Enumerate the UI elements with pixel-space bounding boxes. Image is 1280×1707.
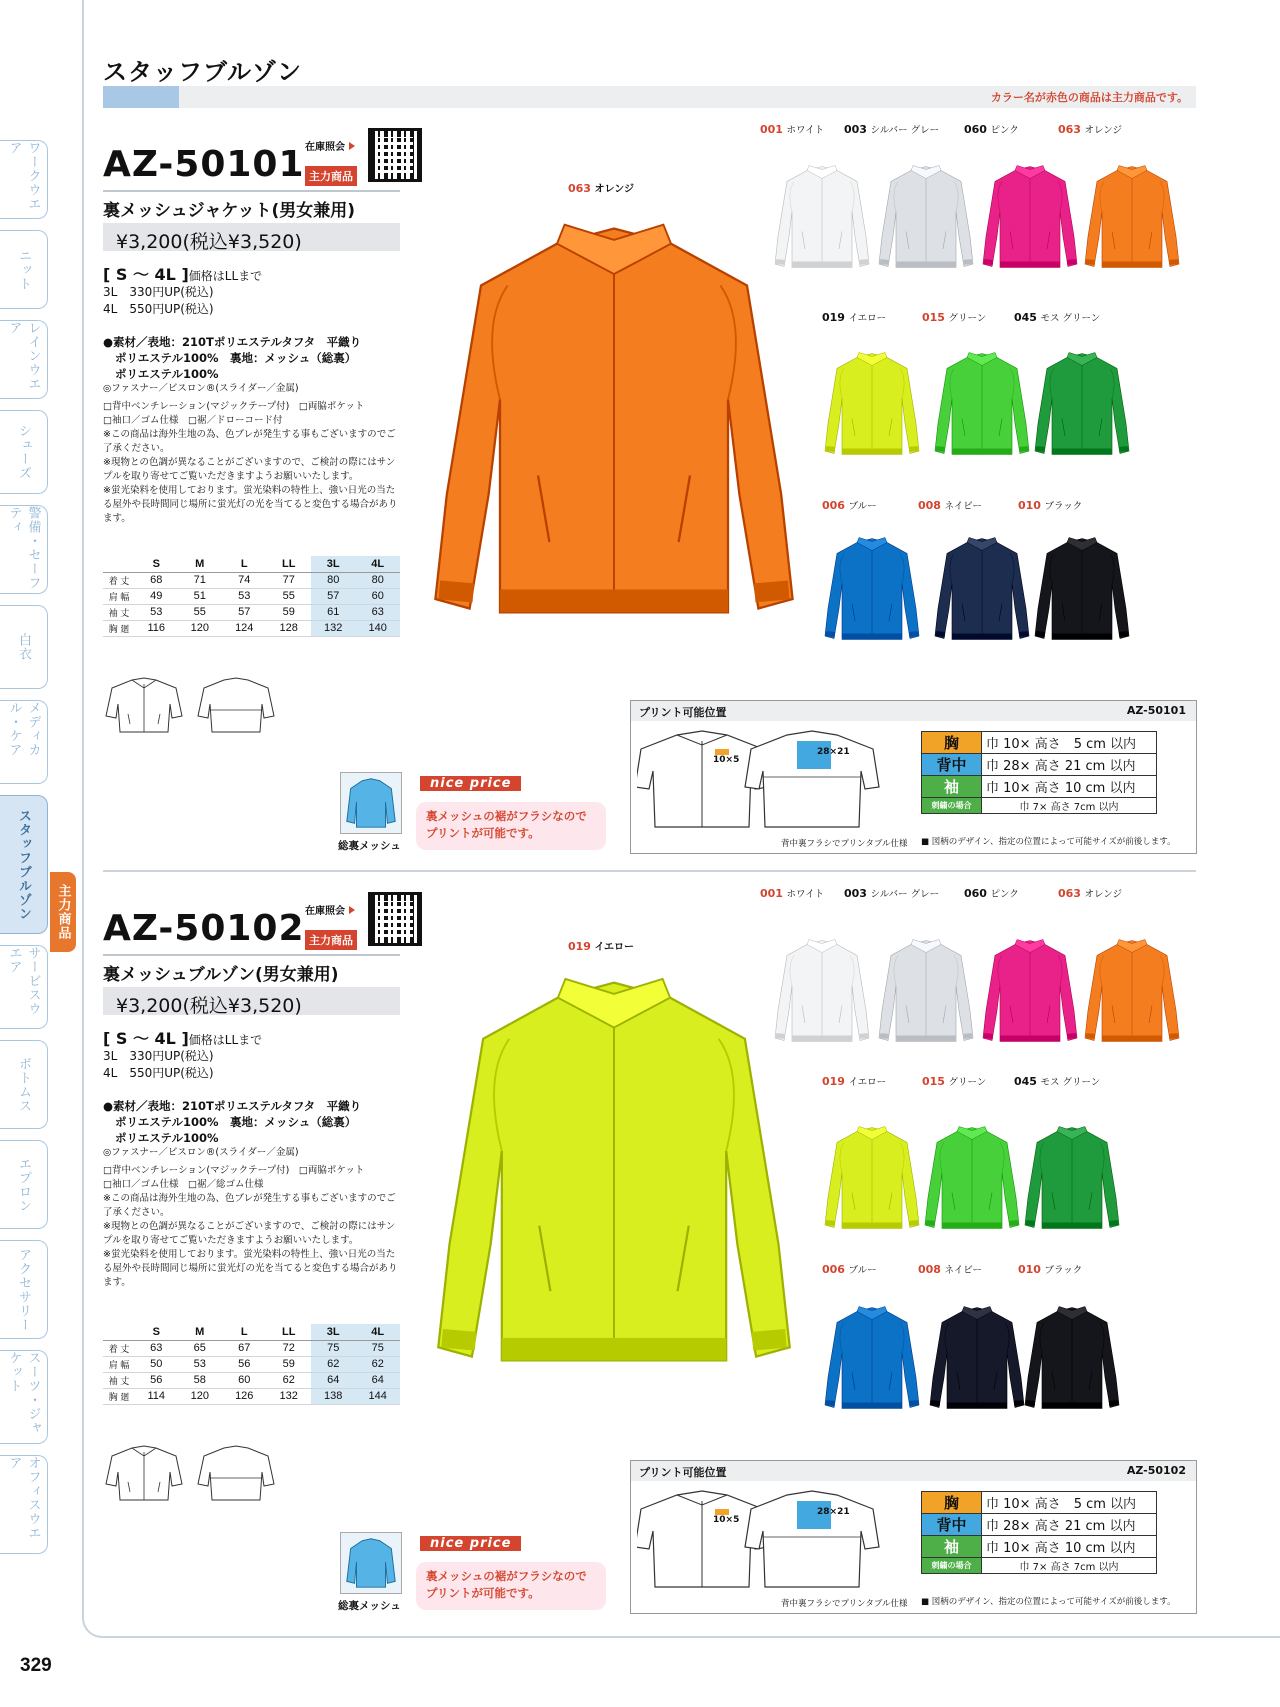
table-row <box>103 572 400 588</box>
stock-inquiry-link[interactable]: 在庫照会 <box>305 138 355 153</box>
color-label-060 <box>964 122 1019 136</box>
color-swatch-jacket <box>1022 1107 1122 1253</box>
print-box-header <box>631 1461 1196 1481</box>
measure-value: 61 <box>311 604 355 620</box>
color-code: 063 <box>1058 123 1081 136</box>
table-row <box>922 1514 1157 1536</box>
color-label-060 <box>964 886 1019 900</box>
material-line: ポリエステル100% 裏地：メッシュ（総裏） <box>115 1115 357 1129</box>
main-color-label <box>568 180 634 195</box>
main-color-label <box>568 938 634 953</box>
measure-value: 74 <box>222 572 266 588</box>
side-tab-label: アクセサリー <box>16 1247 31 1332</box>
main-color-name: オレンジ <box>594 184 634 195</box>
measure-value: 51 <box>178 588 222 604</box>
size-header: L <box>222 556 266 572</box>
color-swatch-jacket <box>822 1107 922 1253</box>
table-row <box>103 1340 400 1356</box>
print-position-value: 巾 10× 高さ 10 cm 以内 <box>982 1536 1157 1558</box>
color-label-063 <box>1058 122 1122 136</box>
size-price-note: 価格はLLまで <box>188 269 263 283</box>
color-swatch-jacket <box>1032 333 1132 479</box>
upcharge-line: 4L 550円UP(税込) <box>103 1066 214 1080</box>
table-row <box>922 798 1157 814</box>
color-swatch-jacket <box>876 920 976 1066</box>
material-line: ポリエステル100% 裏地：メッシュ（総裏） <box>115 351 357 365</box>
color-swatch-jacket <box>927 1287 1027 1433</box>
material-line: ポリエステル100% <box>115 367 219 381</box>
color-swatch-jacket <box>772 146 872 292</box>
print-note: ■ 図柄のデザイン、指定の位置によって可能サイズが前後します。 <box>921 1597 1176 1607</box>
print-position-box <box>630 1460 1197 1614</box>
nice-price-banner: nice price <box>420 776 521 791</box>
side-tab-label: 白衣 <box>16 633 31 661</box>
product-specs <box>103 1098 403 1290</box>
table-row <box>103 1356 400 1372</box>
table-row <box>922 776 1157 798</box>
color-code: 019 <box>822 311 845 324</box>
size-header: 4L <box>355 556 400 572</box>
color-code: 015 <box>922 1075 945 1088</box>
measure-value: 64 <box>355 1372 400 1388</box>
feature-line: □背中ベンチレーション(マジックテープ付) □両脇ポケット <box>103 401 365 412</box>
measure-value: 128 <box>266 620 310 636</box>
table-row <box>922 732 1157 754</box>
measure-value: 57 <box>222 604 266 620</box>
side-tab-label: 警備・セーフティ <box>6 506 41 590</box>
material-line: ●素材／表地：210Tポリエステルタフタ 平織り <box>103 1099 362 1113</box>
measure-value: 60 <box>355 588 400 604</box>
code-underline <box>103 190 400 192</box>
color-code: 060 <box>964 887 987 900</box>
print-position-key: 袖 <box>922 1536 982 1558</box>
product-az-50102 <box>0 887 1280 1652</box>
color-name: シルバー グレー <box>870 889 940 900</box>
table-row <box>922 1558 1157 1574</box>
size-range-label: [ S ～ 4L ] <box>103 265 189 284</box>
color-code: 019 <box>822 1075 845 1088</box>
print-position-box <box>630 700 1197 854</box>
table-row <box>922 754 1157 776</box>
size-upcharges <box>103 284 214 318</box>
embroidery-key: 刺繍の場合 <box>922 1558 982 1574</box>
table-row <box>103 588 400 604</box>
color-label-015 <box>922 1074 986 1088</box>
measure-value: 53 <box>178 1356 222 1372</box>
print-position-key: 背中 <box>922 1514 982 1536</box>
color-name: オレンジ <box>1084 889 1122 900</box>
color-label-045 <box>1014 1074 1100 1088</box>
measure-label: 着 丈 <box>103 1340 135 1356</box>
color-label-015 <box>922 310 986 324</box>
color-swatch-jacket <box>1022 1287 1122 1433</box>
side-tab-label: オフィスウエア <box>6 1456 41 1540</box>
callout-line: 裏メッシュの裾がフラシなので <box>426 1569 587 1583</box>
color-swatch-jacket <box>1082 146 1182 292</box>
stock-inquiry-link[interactable]: 在庫照会 <box>305 902 355 917</box>
feature-line: □袖口／ゴム仕様 □裾／ドローコード付 <box>103 415 283 426</box>
mesh-label: 総裏メッシュ <box>338 840 401 852</box>
measure-value: 120 <box>178 1388 222 1404</box>
color-label-010 <box>1018 1262 1082 1276</box>
print-position-drawing <box>637 727 897 837</box>
color-name: ピンク <box>990 889 1019 900</box>
measure-value: 114 <box>135 1388 178 1404</box>
measure-value: 62 <box>311 1356 355 1372</box>
color-code: 003 <box>844 887 867 900</box>
measure-value: 116 <box>135 620 178 636</box>
material-line: ポリエステル100% <box>115 1131 219 1145</box>
size-table-corner <box>103 556 135 572</box>
measure-value: 132 <box>266 1388 310 1404</box>
flat-sketch-back <box>196 676 276 736</box>
side-tab-label: ボトムス <box>16 1056 31 1113</box>
mesh-illustration <box>340 1532 402 1594</box>
main-badge-label: 主力商品 <box>55 884 71 940</box>
color-code: 015 <box>922 311 945 324</box>
color-label-045 <box>1014 310 1100 324</box>
caution-note: ※現物との色調が異なることがございますので、ご検討の際にはサンプルを取り寄せてご覧いただきますようお願いいたします。 <box>103 1221 396 1246</box>
color-label-008 <box>918 1262 982 1276</box>
measure-value: 55 <box>178 604 222 620</box>
color-name: ブラック <box>1044 501 1083 512</box>
flat-sketch-back <box>196 1444 276 1504</box>
color-code: 008 <box>918 499 941 512</box>
print-size-table <box>921 1491 1157 1574</box>
measure-value: 71 <box>178 572 222 588</box>
side-tab-label: スーツ・ジャケット <box>6 1351 41 1435</box>
product-name: 裏メッシュジャケット(男女兼用) <box>103 201 356 221</box>
color-code: 010 <box>1018 499 1041 512</box>
measure-value: 140 <box>355 620 400 636</box>
color-name: ネイビー <box>944 1265 982 1276</box>
color-swatch-jacket <box>822 518 922 664</box>
title-bar <box>103 86 1196 108</box>
color-code: 006 <box>822 1263 845 1276</box>
measure-value: 58 <box>178 1372 222 1388</box>
caution-note: ※この商品は海外生地の為、色ブレが発生する事もございますのでご了承ください。 <box>103 429 396 454</box>
color-name: ホワイト <box>786 889 825 900</box>
side-tab-label: メディカル・ケア <box>6 701 41 757</box>
table-row <box>103 620 400 636</box>
main-jacket-image <box>424 964 804 1394</box>
product-specs <box>103 334 403 526</box>
main-color-name: イエロー <box>594 942 635 953</box>
print-position-value: 巾 10× 高さ 10 cm 以内 <box>982 776 1157 798</box>
page-title: スタッフブルゾン <box>103 58 303 86</box>
embroidery-value: 巾 7× 高さ 7cm 以内 <box>982 798 1157 814</box>
callout-line: プリントが可能です。 <box>426 826 540 840</box>
color-name: グリーン <box>948 313 987 324</box>
side-tab-label: サービスウエア <box>6 946 41 1016</box>
size-range <box>103 1026 262 1049</box>
measure-value: 72 <box>266 1340 310 1356</box>
color-name: グリーン <box>948 1077 987 1088</box>
fastener-spec: ◎ファスナー／ビスロン®(スライダー／金属) <box>103 383 299 394</box>
color-label-019 <box>822 1074 886 1088</box>
measure-value: 65 <box>178 1340 222 1356</box>
measure-label: 着 丈 <box>103 572 135 588</box>
color-swatch-jacket <box>922 1107 1022 1253</box>
embroidery-key: 刺繍の場合 <box>922 798 982 814</box>
color-code: 003 <box>844 123 867 136</box>
table-row <box>103 1372 400 1388</box>
title-note: カラー名が赤色の商品は主力商品です。 <box>990 91 1188 104</box>
measure-value: 53 <box>135 604 178 620</box>
print-note: ■ 図柄のデザイン、指定の位置によって可能サイズが前後します。 <box>921 837 1176 847</box>
size-header: 3L <box>311 1324 355 1340</box>
print-box-code: AZ-50102 <box>1126 1464 1186 1477</box>
mesh-label: 総裏メッシュ <box>338 1600 401 1612</box>
upcharge-line: 4L 550円UP(税込) <box>103 302 214 316</box>
main-color-code: 019 <box>568 940 591 953</box>
measure-value: 124 <box>222 620 266 636</box>
print-position-key: 背中 <box>922 754 982 776</box>
measure-value: 49 <box>135 588 178 604</box>
main-product-tag: 主力商品 <box>305 166 357 186</box>
feature-callout <box>416 802 606 850</box>
measure-value: 62 <box>355 1356 400 1372</box>
measure-value: 57 <box>311 588 355 604</box>
color-swatch-jacket <box>980 920 1080 1066</box>
product-name: 裏メッシュブルゾン(男女兼用) <box>103 965 339 985</box>
measure-label: 肩 幅 <box>103 588 135 604</box>
measure-label: 胸 廻 <box>103 1388 135 1404</box>
color-label-008 <box>918 498 982 512</box>
measure-value: 55 <box>266 588 310 604</box>
product-price: ¥3,200(税込¥3,520) <box>116 231 302 253</box>
material-line: ●素材／表地：210Tポリエステルタフタ 平織り <box>103 335 362 349</box>
measure-value: 77 <box>266 572 310 588</box>
measure-value: 138 <box>311 1388 355 1404</box>
size-header: LL <box>266 556 310 572</box>
print-box-code: AZ-50101 <box>1126 704 1186 717</box>
color-name: オレンジ <box>1084 125 1122 136</box>
color-name: ブルー <box>848 501 877 512</box>
main-color-code: 063 <box>568 182 591 195</box>
size-upcharges <box>103 1048 214 1082</box>
feature-callout <box>416 1562 606 1610</box>
main-jacket-image <box>424 208 804 648</box>
side-tab-label: スタッフブルゾン <box>16 808 31 921</box>
color-name: イエロー <box>848 1077 887 1088</box>
size-table <box>103 556 400 637</box>
caution-note: ※蛍光染料を使用しております。蛍光染料の特性上、強い日光の当たる屋外や長時間同じ場所に蛍光灯の光を当てると変色する場合があります。 <box>103 485 398 524</box>
callout-line: プリントが可能です。 <box>426 1586 540 1600</box>
color-label-010 <box>1018 498 1082 512</box>
size-range <box>103 262 262 285</box>
side-tab-label: エプロン <box>16 1156 31 1213</box>
color-label-001 <box>760 122 824 136</box>
color-swatch-jacket <box>932 333 1032 479</box>
color-code: 001 <box>760 887 783 900</box>
table-row <box>922 1536 1157 1558</box>
print-caption: 背中裏フラシでプリンタブル仕様 <box>781 1599 908 1609</box>
color-name: ピンク <box>990 125 1019 136</box>
measure-value: 75 <box>311 1340 355 1356</box>
color-code: 045 <box>1014 1075 1037 1088</box>
color-label-006 <box>822 498 877 512</box>
color-swatch-jacket <box>876 146 976 292</box>
product-code: AZ-50101 <box>103 144 305 185</box>
mesh-illustration <box>340 772 402 834</box>
size-header: S <box>135 556 178 572</box>
print-position-key: 袖 <box>922 776 982 798</box>
back-print-size: 28×21 <box>817 747 850 757</box>
color-code: 010 <box>1018 1263 1041 1276</box>
color-label-006 <box>822 1262 877 1276</box>
flat-sketch-front <box>104 1444 184 1504</box>
measure-label: 袖 丈 <box>103 604 135 620</box>
measure-value: 132 <box>311 620 355 636</box>
size-price-note: 価格はLLまで <box>188 1033 263 1047</box>
product-price: ¥3,200(税込¥3,520) <box>116 995 302 1017</box>
color-code: 060 <box>964 123 987 136</box>
size-header: M <box>178 1324 222 1340</box>
print-box-title: プリント可能位置 <box>639 1466 727 1479</box>
color-swatch-jacket <box>1032 518 1132 664</box>
color-label-003 <box>844 122 939 136</box>
print-position-drawing <box>637 1487 897 1597</box>
measure-value: 126 <box>222 1388 266 1404</box>
side-tab-label: ワークウエア <box>6 141 41 211</box>
size-header: 3L <box>311 556 355 572</box>
measure-value: 68 <box>135 572 178 588</box>
table-row <box>103 604 400 620</box>
color-label-063 <box>1058 886 1122 900</box>
print-caption: 背中裏フラシでプリンタブル仕様 <box>781 839 908 849</box>
measure-label: 胸 廻 <box>103 620 135 636</box>
measure-value: 75 <box>355 1340 400 1356</box>
print-position-key: 胸 <box>922 1492 982 1514</box>
measure-value: 63 <box>355 604 400 620</box>
color-swatch-jacket <box>1082 920 1182 1066</box>
measure-label: 肩 幅 <box>103 1356 135 1372</box>
color-code: 006 <box>822 499 845 512</box>
color-name: シルバー グレー <box>870 125 940 136</box>
size-range-label: [ S ～ 4L ] <box>103 1029 189 1048</box>
measure-label: 袖 丈 <box>103 1372 135 1388</box>
measure-value: 60 <box>222 1372 266 1388</box>
title-bar-accent <box>103 86 179 108</box>
caution-note: ※この商品は海外生地の為、色ブレが発生する事もございますのでご了承ください。 <box>103 1193 396 1218</box>
color-swatch-jacket <box>980 146 1080 292</box>
size-header: LL <box>266 1324 310 1340</box>
feature-line: □袖口／ゴム仕様 □裾／総ゴム仕様 <box>103 1179 264 1190</box>
upcharge-line: 3L 330円UP(税込) <box>103 1049 214 1063</box>
measure-value: 67 <box>222 1340 266 1356</box>
print-position-key: 胸 <box>922 732 982 754</box>
measure-value: 120 <box>178 620 222 636</box>
page-number: 329 <box>20 1655 52 1676</box>
measure-value: 53 <box>222 588 266 604</box>
measure-value: 56 <box>135 1372 178 1388</box>
side-tab-label: シューズ <box>16 424 31 480</box>
front-print-size: 10×5 <box>713 755 740 765</box>
color-code: 063 <box>1058 887 1081 900</box>
color-swatch-jacket <box>822 333 922 479</box>
measure-value: 62 <box>266 1372 310 1388</box>
color-name: モス グリーン <box>1040 313 1101 324</box>
front-print-size: 10×5 <box>713 1515 740 1525</box>
size-table-corner <box>103 1324 135 1340</box>
feature-line: □背中ベンチレーション(マジックテープ付) □両脇ポケット <box>103 1165 365 1176</box>
measure-value: 59 <box>266 1356 310 1372</box>
color-code: 001 <box>760 123 783 136</box>
qr-code[interactable] <box>368 892 422 946</box>
measure-value: 63 <box>135 1340 178 1356</box>
fastener-spec: ◎ファスナー／ビスロン®(スライダー／金属) <box>103 1147 299 1158</box>
section-divider <box>103 870 1196 872</box>
back-print-size: 28×21 <box>817 1507 850 1517</box>
color-name: ホワイト <box>786 125 825 136</box>
measure-value: 64 <box>311 1372 355 1388</box>
color-label-003 <box>844 886 939 900</box>
print-box-title: プリント可能位置 <box>639 706 727 719</box>
measure-value: 80 <box>355 572 400 588</box>
measure-value: 50 <box>135 1356 178 1372</box>
size-table <box>103 1324 400 1405</box>
measure-value: 144 <box>355 1388 400 1404</box>
table-row <box>103 1388 400 1404</box>
color-name: モス グリーン <box>1040 1077 1101 1088</box>
caution-note: ※現物との色調が異なることがございますので、ご検討の際にはサンプルを取り寄せてご覧いただきますようお願いいたします。 <box>103 457 396 482</box>
color-swatch-jacket <box>822 1287 922 1433</box>
flat-sketch-front <box>104 676 184 736</box>
color-code: 008 <box>918 1263 941 1276</box>
code-underline <box>103 954 400 956</box>
side-tab-label: ニット <box>16 248 31 291</box>
print-size-table <box>921 731 1157 814</box>
product-code: AZ-50102 <box>103 908 305 949</box>
caution-note: ※蛍光染料を使用しております。蛍光染料の特性上、強い日光の当たる屋外や長時間同じ場所に蛍光灯の光を当てると変色する場合があります。 <box>103 1249 398 1288</box>
size-header: L <box>222 1324 266 1340</box>
measure-value: 56 <box>222 1356 266 1372</box>
measure-value: 59 <box>266 604 310 620</box>
size-header: S <box>135 1324 178 1340</box>
table-row <box>922 1492 1157 1514</box>
print-position-value: 巾 28× 高さ 21 cm 以内 <box>982 1514 1157 1536</box>
color-swatch-jacket <box>932 518 1032 664</box>
nice-price-banner: nice price <box>420 1536 521 1551</box>
main-product-tag: 主力商品 <box>305 930 357 950</box>
color-name: ブルー <box>848 1265 877 1276</box>
print-position-value: 巾 10× 高さ 5 cm 以内 <box>982 732 1157 754</box>
upcharge-line: 3L 330円UP(税込) <box>103 285 214 299</box>
size-header: M <box>178 556 222 572</box>
color-code: 045 <box>1014 311 1037 324</box>
color-name: ブラック <box>1044 1265 1083 1276</box>
print-position-value: 巾 10× 高さ 5 cm 以内 <box>982 1492 1157 1514</box>
color-swatch-jacket <box>772 920 872 1066</box>
print-box-header <box>631 701 1196 721</box>
color-name: ネイビー <box>944 501 982 512</box>
print-position-value: 巾 28× 高さ 21 cm 以内 <box>982 754 1157 776</box>
callout-line: 裏メッシュの裾がフラシなので <box>426 809 587 823</box>
color-label-019 <box>822 310 886 324</box>
color-name: イエロー <box>848 313 887 324</box>
product-az-50101 <box>0 123 1280 888</box>
size-header: 4L <box>355 1324 400 1340</box>
qr-code[interactable] <box>368 128 422 182</box>
side-tab-label: レインウエア <box>6 321 41 391</box>
color-label-001 <box>760 886 824 900</box>
measure-value: 80 <box>311 572 355 588</box>
embroidery-value: 巾 7× 高さ 7cm 以内 <box>982 1558 1157 1574</box>
